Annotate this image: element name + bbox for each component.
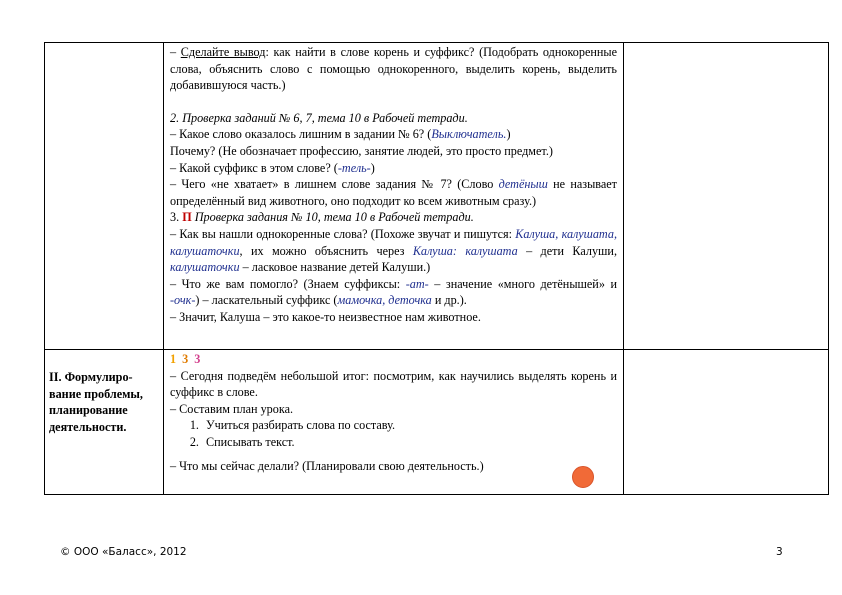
- section-2-question-3: [170, 160, 617, 177]
- footer-copyright: © ООО «Баласс», 2012: [60, 546, 187, 558]
- text: ): [506, 127, 511, 142]
- text: ) – ласкательный суффикс (: [195, 293, 338, 308]
- answer-words: калушаточки: [170, 260, 240, 275]
- answer-suffix: -тель-: [337, 160, 371, 175]
- section-number: 3.: [170, 210, 183, 225]
- section-2-question-1: [170, 126, 617, 143]
- notes-cell-empty: [624, 350, 829, 495]
- section-3-question-1: [170, 226, 617, 276]
- text: – дети Калуши,: [517, 243, 617, 258]
- section-2-question-4: [170, 176, 617, 209]
- stage-cell: [45, 350, 164, 495]
- section-2-question-2: Почему? (Не обозначает профессию, занятие людей, это просто предмет.): [170, 143, 553, 158]
- section-2-heading: 2. Проверка заданий № 6, 7, тема 10 в Рабочей тетради.: [170, 110, 468, 125]
- suffix: -очк-: [170, 293, 196, 308]
- text: – Чего «не хватает» в лишнем слове задания № 7? (Слово: [170, 177, 499, 192]
- list-item: 2. Списывать текст.: [202, 434, 617, 451]
- plan-intro: – Составим план урока.: [170, 401, 294, 416]
- text: и др.).: [431, 293, 467, 308]
- table-row: [45, 43, 829, 350]
- content-cell: [164, 350, 624, 495]
- lesson-table: [44, 42, 829, 495]
- text: – значение «много детёнышей» и: [428, 276, 617, 291]
- answer-word: детёныш: [498, 177, 548, 192]
- text: ): [370, 160, 375, 175]
- text: , их можно объяснить через: [239, 243, 413, 258]
- answer-words: Калуша, калушата, калушаточки: [170, 226, 618, 258]
- text: – ласковое название детей Калуши.): [239, 260, 431, 275]
- text: – Какой суффикс в этом слове? (: [170, 160, 338, 175]
- section-title: Проверка задания № 10, тема 10 в Рабочей тетради.: [191, 210, 474, 225]
- section-3-question-2: [170, 276, 617, 309]
- summary-line: – Сегодня подведём небольшой итог: посмотрим, как научились выделять корень и суффикс в слове.: [170, 368, 617, 400]
- text: не называет определённый вид животного, оно подходит ко всем животным сразу.): [170, 177, 617, 208]
- mark: 1: [170, 352, 177, 366]
- orange-circle-marker: [572, 466, 594, 488]
- content-cell: [164, 43, 624, 350]
- conclusion-paragraph: – Сделайте вывод: как найти в слове корень и суффикс? (Подобрать однокоренные слова, объяснить слово с помощью однокоренного, выделить корень, выделить добавившуюся часть.): [170, 45, 617, 93]
- stage-title: II. Формулиро-вание проблемы, планирование деятельности.: [49, 370, 143, 434]
- section-mark: П: [182, 210, 192, 225]
- answer-words: мамочка, деточка: [337, 293, 432, 308]
- text: – Что же вам помогло? (Знаем суффиксы:: [170, 276, 406, 291]
- text: – Как вы нашли однокоренные слова? (Похоже звучат и пишутся:: [170, 226, 516, 241]
- text: – Какое слово оказалось лишним в задании № 6? (: [170, 127, 432, 142]
- list-item: 1. Учиться разбирать слова по составу.: [202, 417, 617, 434]
- notes-cell-empty: [624, 43, 829, 350]
- mark: 3: [194, 352, 201, 366]
- conclusion-task: Сделайте вывод: [180, 45, 266, 59]
- content-text: [164, 350, 623, 476]
- content-text: [164, 43, 623, 328]
- answer-words: Калуша: калушата: [412, 243, 518, 258]
- suffix: -ат-: [405, 276, 429, 291]
- table-row: [45, 350, 829, 495]
- section-3-heading: [170, 209, 617, 226]
- skill-marks: [170, 351, 617, 368]
- answer-word: Выключатель.: [431, 127, 507, 142]
- section-3-question-3: – Значит, Калуша – это какое-то неизвестное нам животное.: [170, 309, 481, 324]
- conclusion-rest: : как найти в слове корень и суффикс? (Подобрать однокоренные слова, объяснить слово с помощью однокоренного, выделить корень, выделить добавившуюся часть.): [170, 45, 617, 93]
- mark: 3: [182, 352, 189, 366]
- page-number: 3: [776, 546, 783, 558]
- stage-cell-empty: [45, 43, 164, 350]
- lesson-plan-list: [170, 417, 617, 450]
- question-line: – Что мы сейчас делали? (Планировали свою деятельность.): [170, 458, 484, 473]
